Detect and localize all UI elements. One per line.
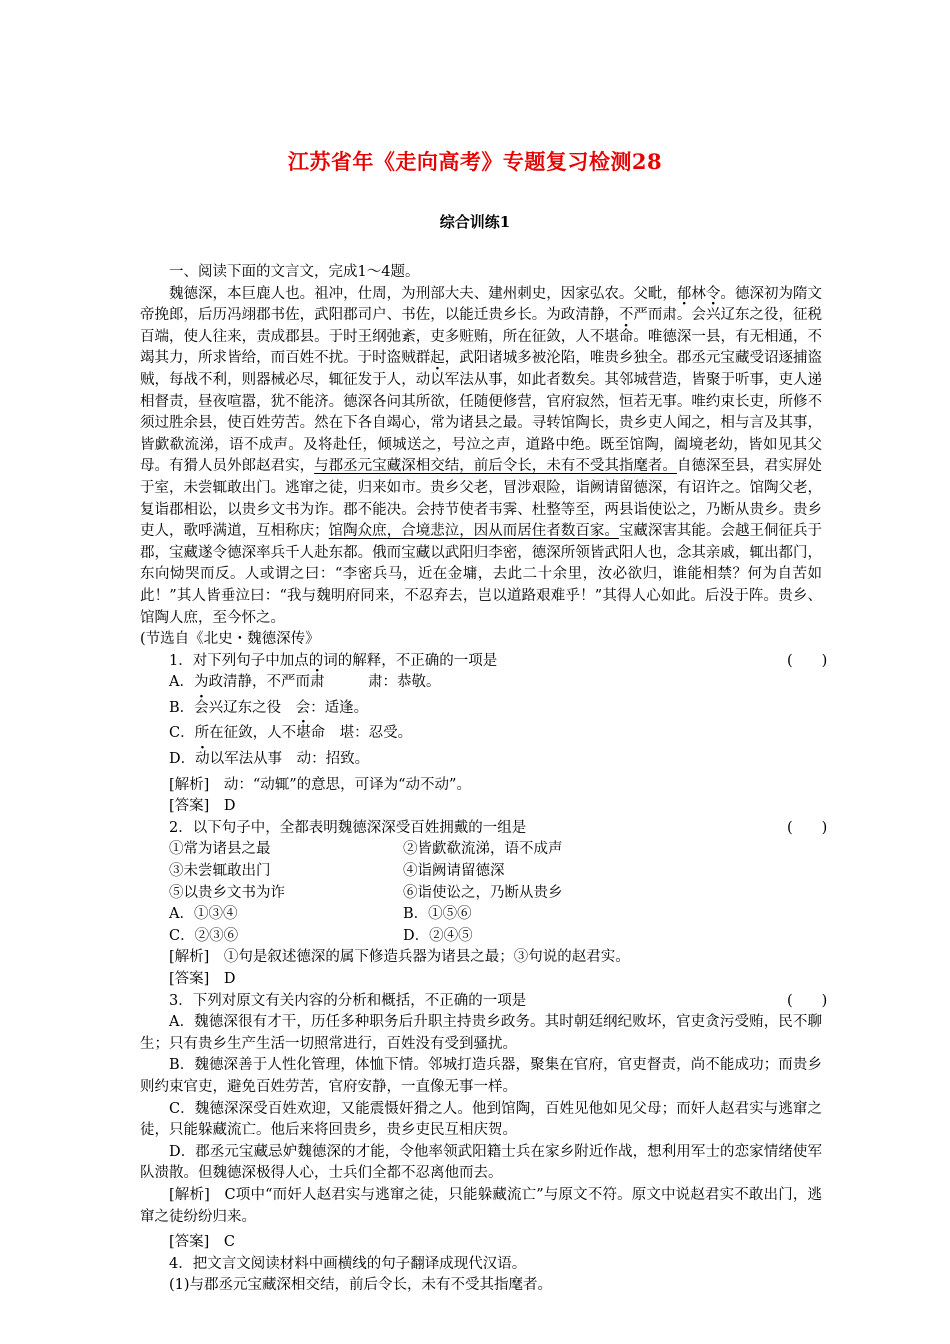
passage-text: 自德深至县，君实屏处于室，未尝辄敢出门。逃窜之徒，归来如市。贵乡父老，冒涉艰险，诣阙请留德深，有诏许之。馆陶父老，复诣郡相讼，以贵乡文书为诈。郡不能决。会持节使者韦霁、杜整等至，两县诣使讼之，乃断从贵乡。贵乡吏人，歌呼满道，互相称庆； [140,458,823,540]
document-subtitle: 综合训练1 [439,213,511,231]
section-intro: 一、阅读下面的文言文，完成1～4题。 [169,264,420,280]
passage-text: 命。唯德深一县，有无相通，不竭其力，所求皆给，而百姓不扰。于时盗贼群起，武阳诸城多被沦陷，唯贵乡独全。郡丞元宝藏受诏逐捕盗贼，每战不利，则器械必尽，辄征发于人， [140,328,823,388]
option-d [140,749,822,771]
option-text: 兴辽东之役 会：适逢。 [208,699,369,716]
option-text: C．所在征敛，人不 [169,725,297,742]
answer: [答案] D [169,798,236,815]
option-c [140,723,822,745]
dotted-word: 会 [194,699,209,716]
option-b [140,698,822,720]
question-text: 2．以下句子中，全都表明魏德深深受百姓拥戴的一组是 [169,819,527,836]
dotted-word: 动 [195,751,210,768]
option-d: D．郡丞元宝藏忌妒魏德深的才能，令他率领武阳籍士兵在家乡附近作战，想利用军士的恋家情绪使军队溃散。但魏德深极得人心，士兵们全都不忍离他而去。 [140,1143,822,1182]
list-item: ①常为诸县之最 [169,841,271,858]
answer: [答案] C [169,1234,235,1251]
option-a [140,672,822,694]
option-c: C．②③⑥ [169,927,239,944]
underlined-sentence: 馆陶众庶，合境悲泣，因从而居住者数百家。 [328,523,619,540]
underlined-sentence: 与郡丞元宝藏深相交结，前后令长，未有不受其指麾者。 [314,458,677,475]
option-d: D．②④⑤ [403,927,473,944]
list-item: ④诣阙请留德深 [403,863,505,880]
option-b: B．魏德深善于人性化管理，体恤下情。邻城打造兵器，聚集在官府，官吏督责，尚不能成功；而贵乡则约束官吏，避免百姓劳苦，官府安静，一直像无事一样。 [140,1057,822,1095]
option-text: B． [169,699,195,716]
option-b: B．①⑤⑥ [403,906,472,923]
option-a: A．魏德深很有才干，历任多种职务后升职主持贵乡政务。其时朝廷纲纪败坏，官吏贪污受贿，民不聊生；只有贵乡生产生活一切照常进行，百姓没有受到骚扰。 [140,1014,822,1052]
option-text: D． [169,751,196,768]
dotted-word: 动 [415,371,431,388]
document-body [140,262,828,1297]
list-item: ②皆歔欷流涕，语不成声 [403,841,563,858]
list-item: ⑤以贵乡文书为诈 [169,884,285,901]
dotted-word: 肃 [662,307,677,324]
dotted-word: 堪 [296,725,311,742]
passage-text: 魏德深，本巨鹿人也。祖冲，仕周，为刑部大夫、建州刺史，因家弘农。父毗，郁林令。德深初为隋文帝挽郎，后历冯翊郡书佐，武阳郡司户、书佐，以能迁贵乡长。为政清静，不严而 [140,285,822,324]
classical-passage [140,284,822,630]
document-title: 江苏省年《走向高考》专题复习检测28 [287,149,663,174]
passage-text: 兴辽东之役，征税百端，使人往来，责成郡县。于时王纲弛紊，吏多赃贿，所在征敛，人不 [140,307,823,345]
option-text: 以军法从事 动：招致。 [209,751,370,768]
option-text: A．为政清静，不严而 [169,674,310,691]
passage-source: (节选自《北史・魏德深传》 [140,631,320,648]
option-c: C．魏德深深受百姓欢迎，又能震慑奸猾之人。他到馆陶，百姓见他如见父母；而奸人赵君实与逃窜之徒，只能躲藏流亡。他后来将回贵乡，贵乡吏民互相庆贺。 [140,1100,822,1139]
answer-blank: ( ) [787,819,828,836]
dotted-word: 堪 [604,328,619,345]
option-text: 肃：恭敬。 [324,674,441,691]
question-text: 1．对下列句子中加点的词的解释，不正确的一项是 [169,652,498,669]
question-3-stem [140,991,828,1013]
analysis: [解析] ①句是叙述德深的属下修造兵器为诸县之最；③句说的赵君实。 [169,949,630,966]
item-list [140,839,822,904]
passage-text: 。 [676,307,692,324]
question-text: 3．下列对原文有关内容的分析和概括，不正确的一项是 [169,992,527,1009]
option-text: 命 堪：忍受。 [310,725,413,742]
list-item: ③未尝辄敢出门 [169,863,271,880]
dotted-word: 肃 [309,674,325,691]
analysis: [解析] C项中“而奸人赵君实与逃窜之徒，只能躲藏流亡”与原文不符。原文中说赵君实不敢出门，逃窜之徒纷纷归来。 [140,1186,822,1225]
passage-text: 宝藏深害其能。会越王侗征兵于郡，宝藏遂令德深率兵千人赴东都。俄而宝藏以武阳归李密，德深所领皆武阳人也，念其亲戚，辄出都门，东向恸哭而反。人或谓之曰：“李密兵马，近在金墉，去此二十余里，汝必欲归，谁能相禁？何为自苦如此！”其人皆垂泣曰：“我与魏明府同来，不忍弃去，岂以道路艰难乎！”其得人心如此。后没于阵。贵乡、馆陶人庶，至今怀之。 [140,523,823,626]
answer-blank: ( ) [787,652,828,669]
translation-sentence: (1)与郡丞元宝藏深相交结，前后令长，未有不受其指麾者。 [169,1277,553,1294]
analysis: [解析] 动：“动辄”的意思，可译为“动不动”。 [169,776,471,793]
answer-blank: ( ) [787,992,828,1009]
answer: [答案] D [169,971,236,987]
option-grid [140,904,822,947]
passage-text: 以军法从事，如此者数矣。其邻城营造，皆聚于听事，吏人递相督责，昼夜喧嚣，犹不能济。德深各问其所欲，任随便修营，官府寂然，恒若无事。唯约束长吏，所修不须过胜余县，使百姓劳苦。然在下各自竭心，常为诸县之最。寻转馆陶长，贵乡吏人闻之，相与言及其事，皆歔欷流涕，语不成声。及将赴任，倾城送之，号泣之声，道路中绝。既至馆陶，阖境老幼，皆如见其父母。有猾人员外郎赵君实， [140,371,823,475]
question-4-stem: 4．把文言文阅读材料中画横线的句子翻译成现代汉语。 [169,1255,527,1272]
question-2-stem [140,818,828,840]
dotted-word: 会 [691,307,706,324]
option-a: A．①③④ [169,906,238,923]
list-item: ⑥诣使讼之，乃断从贵乡 [403,884,563,901]
question-1-stem [140,651,828,673]
